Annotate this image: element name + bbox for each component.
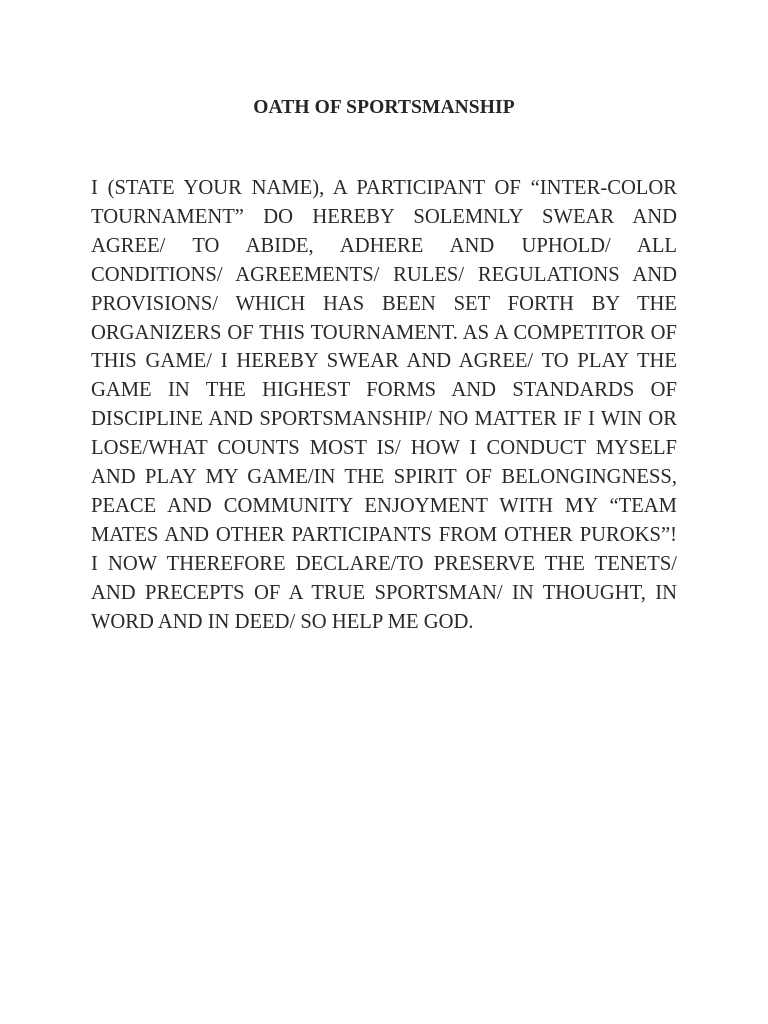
oath-paragraph: I (STATE YOUR NAME), A PARTICIPANT OF “INTER-COLOR TOURNAMENT” DO HEREBY SOLEMNLY SWEAR AND AGREE/ TO ABIDE, ADHERE AND UPHOLD/ ALL CONDITIONS/ AGREEMENTS/ RULES/ REGULATIONS AND PROVISIONS/ WHICH HAS BEEN SET FORTH BY THE ORGANIZERS OF THIS TOURNAMENT. AS A COMPETITOR OF THIS GAME/ I HEREBY SWEAR AND AGREE/ TO PLAY THE GAME IN THE HIGHEST FORMS AND STANDARDS OF DISCIPLINE AND SPORTSMANSHIP/ NO MATTER IF I WIN OR LOSE/WHAT COUNTS MOST IS/ HOW I CONDUCT MYSELF AND PLAY MY GAME/IN THE SPIRIT OF BELONGINGNESS, PEACE AND COMMUNITY ENJOYMENT WITH MY “TEAM MATES AND OTHER PARTICIPANTS FROM OTHER PUROKS”! I NOW THEREFORE DECLARE/TO PRESERVE THE TENETS/ AND PRECEPTS OF A TRUE SPORTSMAN/ IN THOUGHT, IN WORD AND IN DEED/ SO HELP ME GOD. xyxy=(91,177,677,633)
document-title: OATH OF SPORTSMANSHIP xyxy=(253,97,515,118)
